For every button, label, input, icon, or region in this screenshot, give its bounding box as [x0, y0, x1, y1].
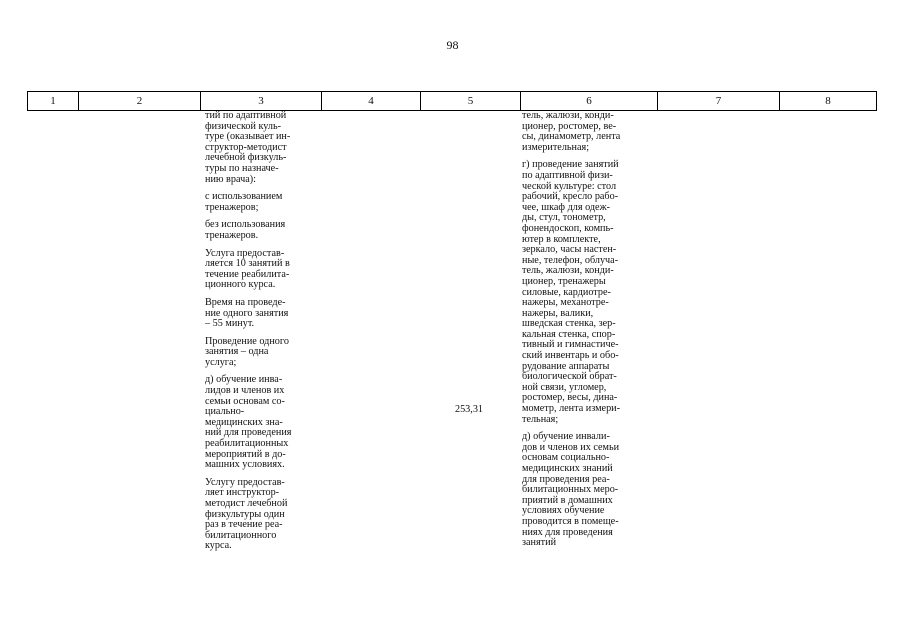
col3-paragraph: Услуга предостав- ляется 10 занятий в течение реабилита- ционного курса.	[205, 247, 290, 291]
table-header-row	[27, 91, 877, 111]
col3-paragraph: Услугу предостав- ляет инструктор- методист лечебной физкультуры один раз в течение реа- билитационного курса.	[205, 476, 288, 552]
col3-paragraph: д) обучение инва- лидов и членов их семьи основам со- циально- медицинских зна- ний для проведения реабилитационных мероприятий в до- машних условиях.	[205, 374, 292, 471]
column-number-4: 4	[321, 92, 420, 110]
column-3-service-description	[205, 111, 320, 559]
col3-paragraph: тий по адаптивной физической куль- туре (оказывает ин- структор-методист лечебной физкуль- туры по назначе- нию врача):	[205, 110, 291, 185]
col3-paragraph: без использования тренажеров.	[205, 219, 286, 241]
col6-paragraph: г) проведение занятий по адаптивной физи- ческой культуре: стол рабочий, кресло рабо- чее, шкаф для одеж- ды, стул, тонометр, фонендоскоп, компь- ютер в комплекте, зеркало, часы настен- ные, телефон, облуча- тель, жалюзи, конди- ционер, тренажеры силовые, кардиотре- нажеры, механотре- нажеры, валики, шведская стенка, зер- кальная стенка, спор- тивный и гимнастиче- ский инвентарь и обо- рудование аппараты биологической обрат- ной связи, угломер, ростомер, весы, дина- мометр, лента измери- тельная;	[522, 159, 621, 425]
col6-paragraph: д) обучение инвали- дов и членов их семьи основам социально- медицинских знаний для проведения реа- билитационных меро- приятий в домашних условиях обучение проводится в помеще- ниях для проведения занятий	[522, 431, 620, 549]
col3-paragraph: с использованием тренажеров;	[205, 191, 283, 213]
column-6-equipment-description	[522, 111, 654, 556]
col3-paragraph: Время на проведе- ние одного занятия – 55 минут.	[205, 296, 289, 330]
column-5-price: 253,31	[454, 404, 483, 415]
column-number-8: 8	[779, 92, 876, 110]
col3-paragraph: Проведение одного занятия – одна услуга;	[205, 335, 289, 368]
column-number-3: 3	[200, 92, 321, 110]
column-number-7: 7	[657, 92, 779, 110]
column-number-5: 5	[420, 92, 520, 110]
column-number-2: 2	[78, 92, 200, 110]
column-number-6: 6	[520, 92, 657, 110]
page-number: 98	[446, 38, 459, 52]
column-number-1: 1	[50, 95, 56, 107]
col6-paragraph: тель, жалюзи, конди- ционер, ростомер, ве- сы, динамометр, лента измерительная;	[522, 110, 621, 153]
